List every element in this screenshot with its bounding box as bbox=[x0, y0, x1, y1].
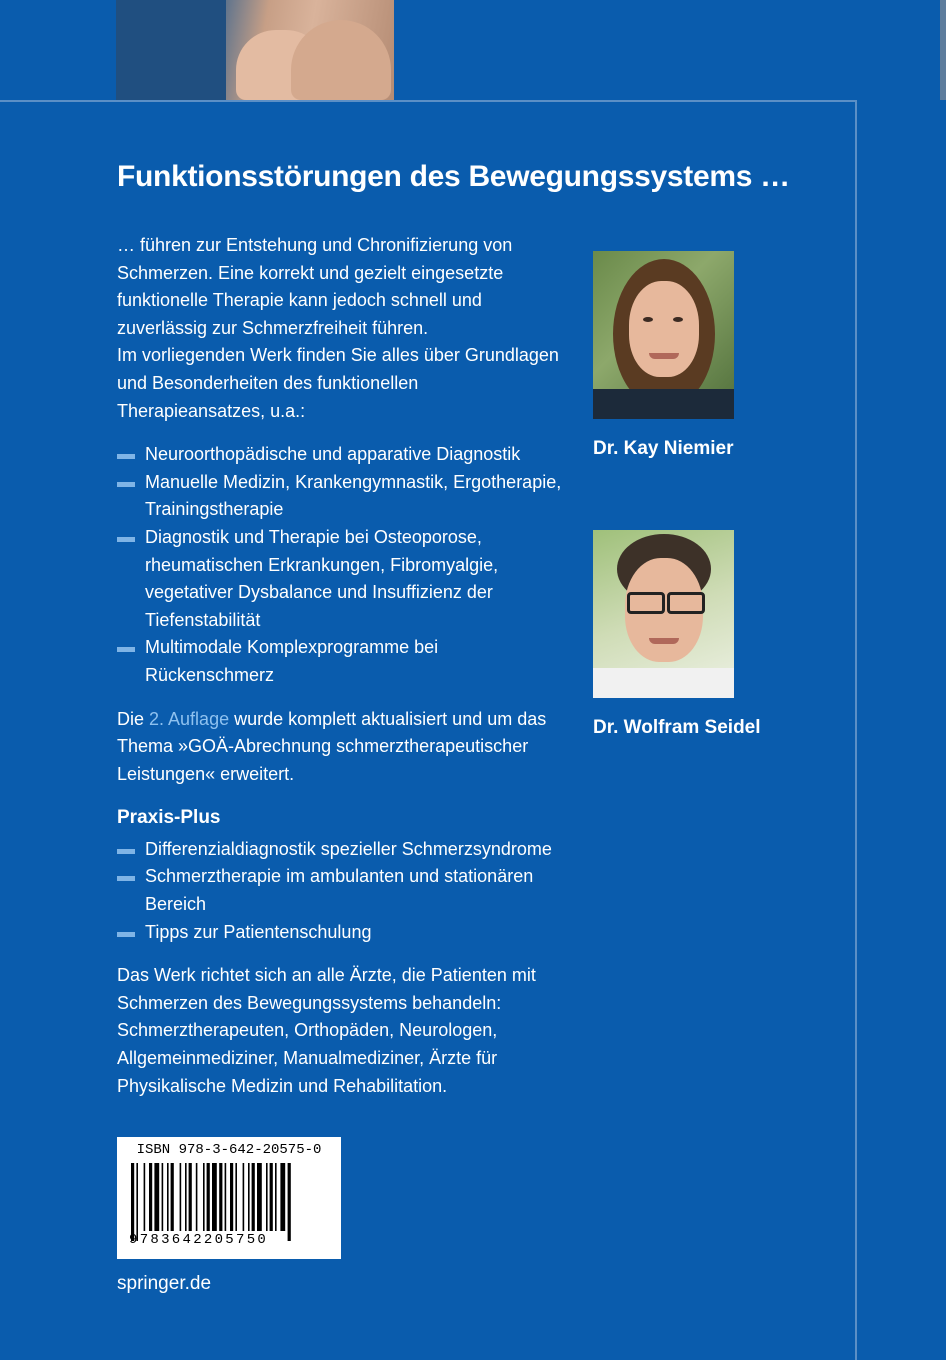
author-name-niemier: Dr. Kay Niemier bbox=[593, 438, 734, 459]
list-item: Diagnostik und Therapie bei Osteoporose, rheumatischen Erkrankungen, Fibromyalgie, vegetativer Dysbalance und Insuffizienz der Tiefenstabilität bbox=[117, 524, 567, 634]
edition-note: Die 2. Auflage wurde komplett aktualisiert und um das Thema »GOÄ-Abrechnung schmerztherapeutischer Leistungen« erweitert. bbox=[117, 708, 547, 784]
dash-icon bbox=[117, 932, 135, 937]
frame-line-top bbox=[0, 100, 856, 102]
list-item: Manuelle Medizin, Krankengymnastik, Ergotherapie, Trainingstherapie bbox=[117, 469, 567, 524]
edition-highlight: 2. Auflage bbox=[149, 708, 230, 729]
intro-paragraph: … führen zur Entstehung und Chronifizierung von Schmerzen. Eine korrekt und gezielt eingesetzte funktionelle Therapie kann jedoch schnell und zuverlässig zur Schmerzfreiheit führen. bbox=[117, 235, 513, 338]
praxis-plus-title: Praxis-Plus bbox=[117, 807, 221, 829]
barcode-bars bbox=[131, 1163, 337, 1241]
dash-icon bbox=[117, 647, 135, 652]
spine-edge bbox=[940, 0, 946, 100]
ean-digits: 9783642205750 bbox=[129, 1232, 269, 1248]
cover-photo-massage bbox=[116, 0, 394, 100]
praxis-list bbox=[117, 836, 567, 946]
publisher-url: springer.de bbox=[117, 1273, 212, 1294]
author-photo-seidel bbox=[593, 530, 734, 698]
list-item: Tipps zur Patientenschulung bbox=[117, 919, 567, 947]
dash-icon bbox=[117, 876, 135, 881]
isbn-number: ISBN 978-3-642-20575-0 bbox=[136, 1142, 322, 1158]
dash-icon bbox=[117, 482, 135, 487]
frame-line-right bbox=[855, 100, 857, 1360]
dash-icon bbox=[117, 454, 135, 459]
main-text bbox=[117, 232, 567, 1100]
list-item: Schmerztherapie im ambulanten und stationären Bereich bbox=[117, 863, 567, 918]
dash-icon bbox=[117, 537, 135, 542]
audience-paragraph: Das Werk richtet sich an alle Ärzte, die Patienten mit Schmerzen des Bewegungssystems behandeln: Schmerztherapeuten, Orthopäden, Neurologen, Allgemeinmediziner, Manualmediziner, Ärzte für Physikalische Medizin und Rehabilitation. bbox=[117, 965, 536, 1096]
isbn-barcode bbox=[117, 1137, 341, 1259]
headline: Funktionsstörungen des Bewegungssystems … bbox=[117, 160, 790, 193]
topic-list bbox=[117, 441, 567, 689]
author-photo-niemier bbox=[593, 251, 734, 419]
list-item: Multimodale Komplexprogramme bei Rückenschmerz bbox=[117, 634, 567, 689]
list-item: Neuroorthopädische und apparative Diagnostik bbox=[117, 441, 567, 469]
list-item: Differenzialdiagnostik spezieller Schmerzsyndrome bbox=[117, 836, 567, 864]
intro-paragraph-2: Im vorliegenden Werk finden Sie alles über Grundlagen und Besonderheiten des funktionellen Therapieansatzes, u.a.: bbox=[117, 345, 559, 421]
dash-icon bbox=[117, 849, 135, 854]
author-name-seidel: Dr. Wolfram Seidel bbox=[593, 717, 761, 738]
